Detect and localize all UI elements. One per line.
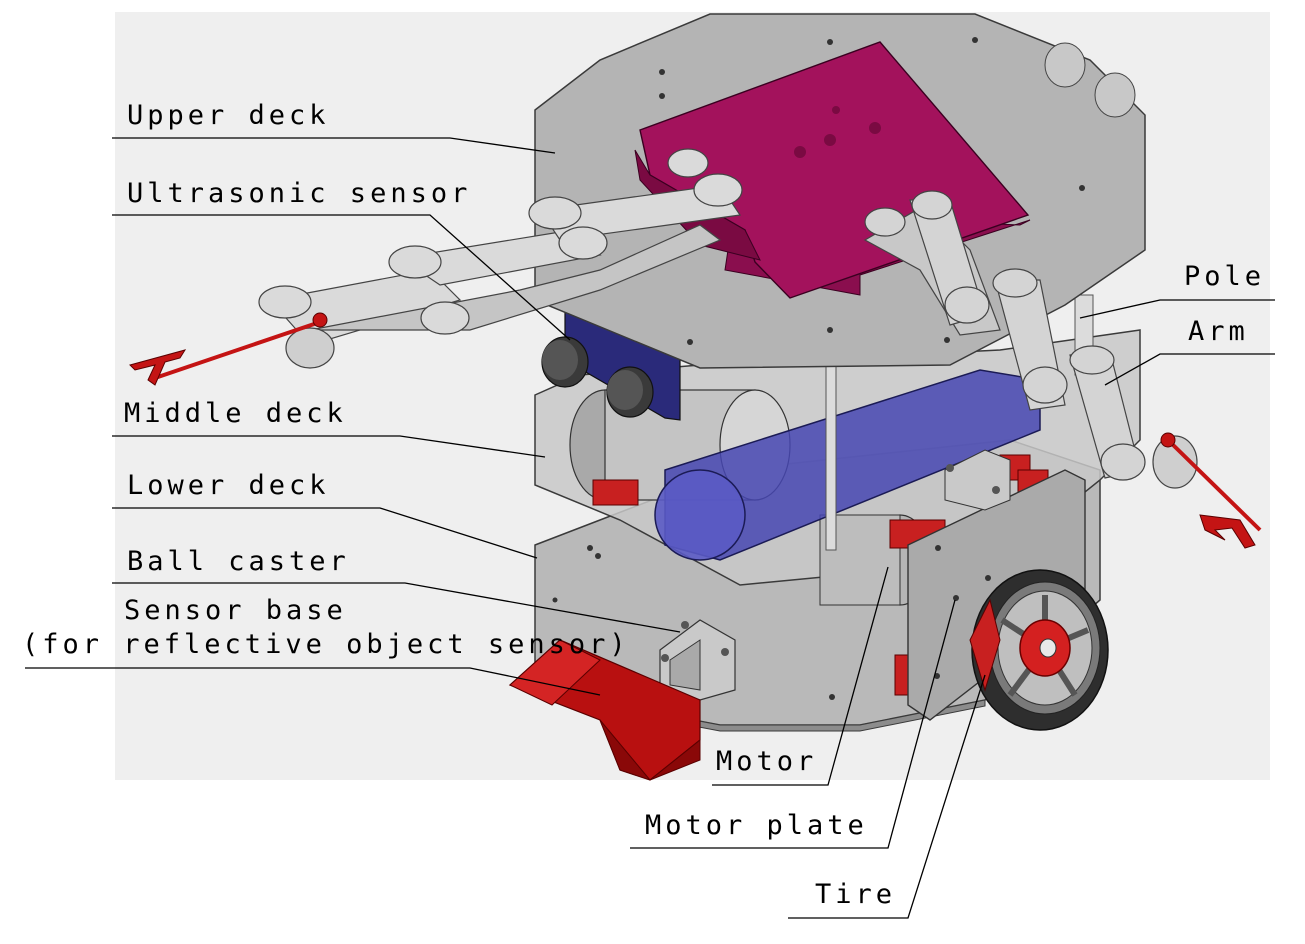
tire-wheel xyxy=(970,570,1108,730)
label-pole: Pole xyxy=(1184,261,1266,292)
label-upper-deck: Upper deck xyxy=(127,100,330,131)
label-motor-plate: Motor plate xyxy=(645,810,868,841)
label-middle-deck: Middle deck xyxy=(124,398,347,429)
label-motor: Motor xyxy=(716,746,818,777)
label-lower-deck: Lower deck xyxy=(127,470,330,501)
label-sensor-base-detail: (for reflective object sensor) xyxy=(22,629,630,660)
label-sensor-base: Sensor base xyxy=(124,595,347,626)
label-tire: Tire xyxy=(815,879,897,910)
label-ball-caster: Ball caster xyxy=(127,546,350,577)
label-arm: Arm xyxy=(1188,316,1249,347)
label-ultrasonic-sensor: Ultrasonic sensor xyxy=(127,178,472,209)
